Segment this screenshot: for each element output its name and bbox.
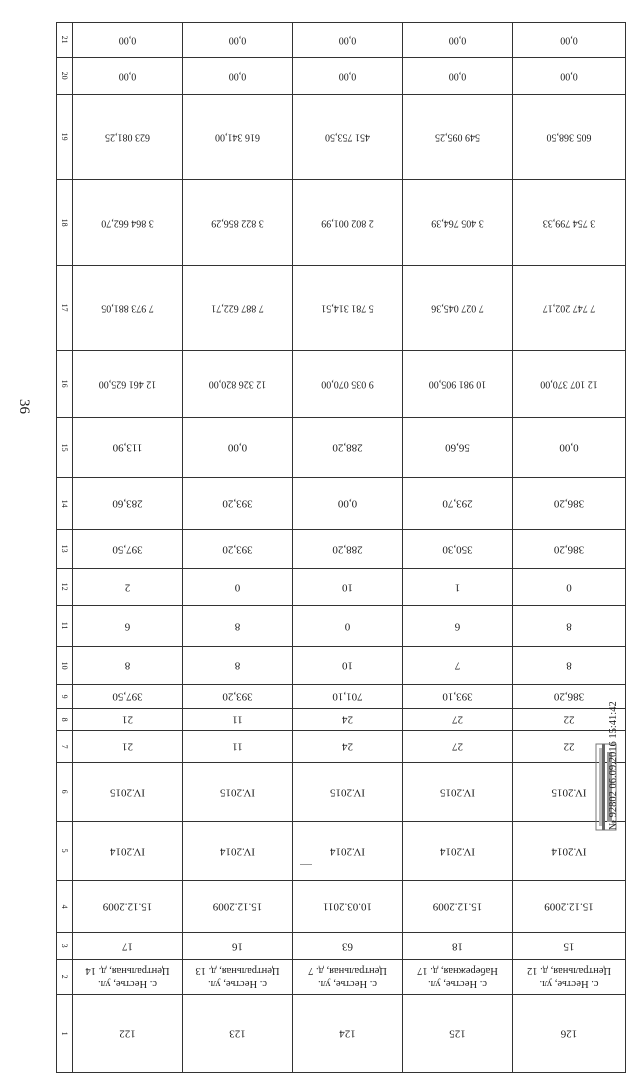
table-cell: 549 095,25 xyxy=(403,95,513,180)
column-number-8: 8 xyxy=(57,709,73,731)
table-cell: 0,00 xyxy=(293,58,403,95)
table-cell: 17 xyxy=(73,933,183,960)
table-cell: 0,00 xyxy=(73,58,183,95)
field-row-11 xyxy=(57,606,626,647)
table-cell: 27 xyxy=(403,731,513,763)
column-number-9: 9 xyxy=(57,685,73,709)
table-cell: 397,50 xyxy=(73,530,183,569)
column-number-20: 20 xyxy=(57,58,73,95)
table-cell: 0,00 xyxy=(513,58,626,95)
table-cell: 0,00 xyxy=(73,23,183,58)
table-cell: 0 xyxy=(183,569,293,606)
table-cell: 7 xyxy=(403,647,513,685)
table-cell: 24 xyxy=(293,731,403,763)
field-row-7 xyxy=(57,731,626,763)
field-row-21 xyxy=(57,23,626,58)
table-cell: 113,90 xyxy=(73,418,183,478)
field-row-4 xyxy=(57,881,626,933)
column-number-5: 5 xyxy=(57,822,73,881)
column-number-1: 1 xyxy=(57,995,73,1073)
column-number-21: 21 xyxy=(57,23,73,58)
table-cell: 393,20 xyxy=(183,530,293,569)
table-cell: IV.2014 xyxy=(513,822,626,881)
table-cell: IV.2015 xyxy=(403,763,513,822)
table-cell: 10.03.2011 xyxy=(293,881,403,933)
table-cell: 623 081,25 xyxy=(73,95,183,180)
column-number-6: 6 xyxy=(57,763,73,822)
table-cell: 21 xyxy=(73,709,183,731)
table-cell: с. Нестье, ул. Центральная, д. 13 xyxy=(183,960,293,995)
field-row-5 xyxy=(57,822,626,881)
table-cell: 283,60 xyxy=(73,478,183,530)
field-row-16 xyxy=(57,351,626,418)
table-cell: IV.2014 xyxy=(73,822,183,881)
table-cell: 393,10 xyxy=(403,685,513,709)
table-cell: с. Нестье, ул. Центральная, д. 12 xyxy=(513,960,626,995)
field-row-17 xyxy=(57,266,626,351)
table-cell: 126 xyxy=(513,995,626,1073)
page-number: 36 xyxy=(16,399,32,414)
column-number-17: 17 xyxy=(57,266,73,351)
table-cell: 8 xyxy=(183,647,293,685)
page-mark xyxy=(300,864,312,865)
table-cell: 63 xyxy=(293,933,403,960)
table-cell: 15.12.2009 xyxy=(403,881,513,933)
column-number-7: 7 xyxy=(57,731,73,763)
table-cell: 393,20 xyxy=(183,685,293,709)
table-cell: с. Нестье, ул. Набережная, д. 17 xyxy=(403,960,513,995)
table-cell: 288,20 xyxy=(293,418,403,478)
table-cell: 15.12.2009 xyxy=(73,881,183,933)
field-row-3 xyxy=(57,933,626,960)
table-cell: 12 461 625,00 xyxy=(73,351,183,418)
table-cell: 605 368,50 xyxy=(513,95,626,180)
table-cell: 2 xyxy=(73,569,183,606)
table-cell: 0 xyxy=(513,569,626,606)
table-cell: 10 xyxy=(293,647,403,685)
table-cell: 15.12.2009 xyxy=(513,881,626,933)
field-row-1 xyxy=(57,995,626,1073)
table-cell: 8 xyxy=(73,647,183,685)
column-number-4: 4 xyxy=(57,881,73,933)
field-row-12 xyxy=(57,569,626,606)
table-cell: IV.2014 xyxy=(403,822,513,881)
field-row-10 xyxy=(57,647,626,685)
table-cell: 0,00 xyxy=(513,418,626,478)
column-number-12: 12 xyxy=(57,569,73,606)
table-cell: IV.2014 xyxy=(183,822,293,881)
table-cell: 15.12.2009 xyxy=(183,881,293,933)
field-row-19 xyxy=(57,95,626,180)
table-cell: 11 xyxy=(183,709,293,731)
table-cell: IV.2015 xyxy=(183,763,293,822)
data-table-sheet xyxy=(56,22,625,1040)
field-row-13 xyxy=(57,530,626,569)
table-cell: 451 753,50 xyxy=(293,95,403,180)
table-cell: IV.2015 xyxy=(513,763,626,822)
table-cell: IV.2014 xyxy=(293,822,403,881)
table-cell: 8 xyxy=(513,606,626,647)
table-cell: 0,00 xyxy=(293,478,403,530)
column-number-19: 19 xyxy=(57,95,73,180)
field-row-20 xyxy=(57,58,626,95)
table-cell: 1 xyxy=(403,569,513,606)
table-cell: 701,10 xyxy=(293,685,403,709)
table-cell: 288,20 xyxy=(293,530,403,569)
table-cell: 12 107 370,00 xyxy=(513,351,626,418)
column-number-18: 18 xyxy=(57,180,73,266)
table-cell: 8 xyxy=(513,647,626,685)
column-number-11: 11 xyxy=(57,606,73,647)
table-cell: 7 973 881,05 xyxy=(73,266,183,351)
table-cell: 0,00 xyxy=(293,23,403,58)
table-cell: 293,70 xyxy=(403,478,513,530)
field-row-14 xyxy=(57,478,626,530)
table-cell: 6 xyxy=(73,606,183,647)
table-cell: IV.2015 xyxy=(73,763,183,822)
table-cell: 24 xyxy=(293,709,403,731)
table-cell: 5 781 314,51 xyxy=(293,266,403,351)
table-cell: IV.2015 xyxy=(293,763,403,822)
table-cell: 9 035 070,00 xyxy=(293,351,403,418)
table-cell: 22 xyxy=(513,709,626,731)
column-number-10: 10 xyxy=(57,647,73,685)
table-cell: 10 981 905,00 xyxy=(403,351,513,418)
table-cell: 22 xyxy=(513,731,626,763)
table-cell: 6 xyxy=(403,606,513,647)
table-cell: 11 xyxy=(183,731,293,763)
table-cell: 2 802 001,99 xyxy=(293,180,403,266)
table-cell: 7 027 045,36 xyxy=(403,266,513,351)
table-cell: 386,20 xyxy=(513,685,626,709)
table-cell: 7 887 622,71 xyxy=(183,266,293,351)
table-cell: 386,20 xyxy=(513,478,626,530)
table-cell: 0,00 xyxy=(183,58,293,95)
table-cell: 0,00 xyxy=(403,58,513,95)
table-cell: 56,60 xyxy=(403,418,513,478)
table-cell: 123 xyxy=(183,995,293,1073)
table-cell: 3 405 764,39 xyxy=(403,180,513,266)
table-cell: 15 xyxy=(513,933,626,960)
table-cell: 0,00 xyxy=(183,23,293,58)
table-cell: 0 xyxy=(293,606,403,647)
table-cell: 3 754 799,33 xyxy=(513,180,626,266)
table-cell: 7 747 202,17 xyxy=(513,266,626,351)
table-cell: 0,00 xyxy=(513,23,626,58)
table-cell: 0,00 xyxy=(183,418,293,478)
table-cell: 3 864 662,70 xyxy=(73,180,183,266)
column-number-15: 15 xyxy=(57,418,73,478)
table-cell: 124 xyxy=(293,995,403,1073)
registration-stamp-text: № 92802 06.09.2016 15:41:42 xyxy=(608,701,619,830)
field-row-8 xyxy=(57,709,626,731)
table-cell: 16 xyxy=(183,933,293,960)
table-cell: 125 xyxy=(403,995,513,1073)
column-number-14: 14 xyxy=(57,478,73,530)
table-cell: 27 xyxy=(403,709,513,731)
data-table xyxy=(56,22,626,1073)
table-cell: 393,20 xyxy=(183,478,293,530)
table-cell: 397,50 xyxy=(73,685,183,709)
table-cell: 10 xyxy=(293,569,403,606)
column-number-16: 16 xyxy=(57,351,73,418)
table-cell: 350,30 xyxy=(403,530,513,569)
field-row-15 xyxy=(57,418,626,478)
table-cell: 3 822 856,29 xyxy=(183,180,293,266)
table-cell: 616 341,00 xyxy=(183,95,293,180)
table-cell: 386,20 xyxy=(513,530,626,569)
field-row-6 xyxy=(57,763,626,822)
table-cell: 21 xyxy=(73,731,183,763)
column-number-2: 2 xyxy=(57,960,73,995)
table-cell: 12 326 820,00 xyxy=(183,351,293,418)
table-cell: с. Нестье, ул. Центральная, д. 14 xyxy=(73,960,183,995)
column-number-13: 13 xyxy=(57,530,73,569)
field-row-9 xyxy=(57,685,626,709)
table-cell: 18 xyxy=(403,933,513,960)
column-number-3: 3 xyxy=(57,933,73,960)
field-row-18 xyxy=(57,180,626,266)
table-cell: 122 xyxy=(73,995,183,1073)
table-body xyxy=(57,23,626,1073)
field-row-2 xyxy=(57,960,626,995)
table-cell: с. Нестье, ул. Центральная, д. 7 xyxy=(293,960,403,995)
table-cell: 8 xyxy=(183,606,293,647)
table-cell: 0,00 xyxy=(403,23,513,58)
